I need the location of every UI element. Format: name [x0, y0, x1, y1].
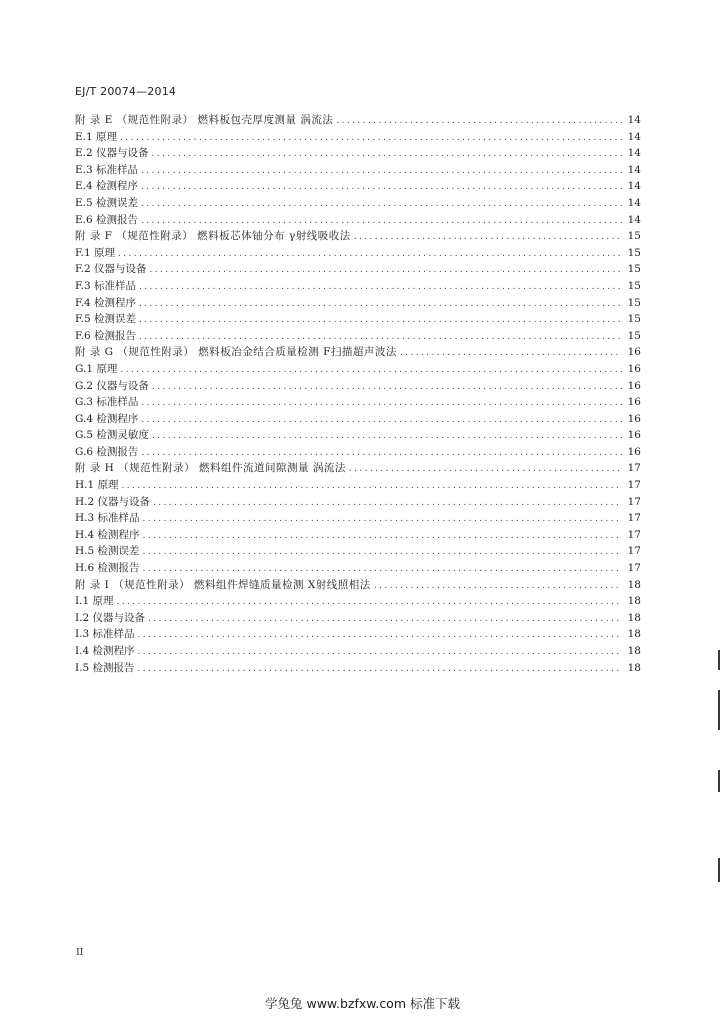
dot-leader — [152, 431, 622, 441]
toc-page-number: 16 — [627, 429, 641, 442]
toc-entry-label: H.6 检测报告 — [75, 562, 140, 575]
toc-page-number: 16 — [627, 379, 641, 392]
toc-entry — [75, 311, 641, 328]
dot-leader — [141, 216, 622, 226]
toc-page-number: 16 — [627, 346, 641, 359]
toc-entry — [75, 378, 641, 395]
toc-appendix-entry — [75, 112, 641, 129]
toc-page-number: 17 — [627, 495, 641, 508]
toc-entry — [75, 278, 641, 295]
toc-page-number: 18 — [627, 578, 641, 591]
toc-entry — [75, 626, 641, 643]
dot-leader — [141, 415, 622, 425]
toc-page-number: 14 — [627, 163, 641, 176]
dot-leader — [354, 232, 622, 242]
dot-leader — [150, 265, 622, 275]
toc-entry-label: I.1 原理 — [75, 595, 114, 608]
dot-leader — [141, 398, 622, 408]
toc-entry — [75, 129, 641, 146]
page-number: II — [76, 947, 84, 958]
toc-page-number: 15 — [627, 230, 641, 243]
dot-leader — [138, 630, 622, 640]
dot-leader — [138, 664, 622, 674]
scan-edge-mark — [718, 858, 720, 882]
toc-page-number: 14 — [627, 196, 641, 209]
toc-page-number: 17 — [627, 462, 641, 475]
toc-page-number: 17 — [627, 562, 641, 575]
dot-leader — [139, 299, 622, 309]
watermark-text: 学兔兔 www.bzfxw.com 标准下载 — [265, 996, 460, 1011]
toc-entry — [75, 212, 641, 229]
toc-page-number: 16 — [627, 445, 641, 458]
toc-entry-label: 附 录 E （规范性附录） 燃料板包壳厚度测量 涡流法 — [75, 114, 334, 126]
toc-page-number: 15 — [627, 246, 641, 259]
toc-entry — [75, 361, 641, 378]
toc-appendix-entry — [75, 460, 641, 477]
toc-page-number: 18 — [627, 628, 641, 641]
toc-entry-label: H.2 仪器与设备 — [75, 495, 151, 508]
toc-entry-label: E.2 仪器与设备 — [75, 147, 149, 160]
toc-page-number: 17 — [627, 545, 641, 558]
toc-page-number: 17 — [627, 512, 641, 525]
toc-page-number: 17 — [627, 528, 641, 541]
toc-entry — [75, 560, 641, 577]
toc-entry-label: E.6 检测报告 — [75, 213, 139, 226]
dot-leader — [141, 199, 622, 209]
toc-entry — [75, 494, 641, 511]
dot-leader — [152, 382, 622, 392]
toc-page-number: 14 — [627, 213, 641, 226]
toc-page-number: 14 — [627, 114, 641, 126]
toc-entry-label: G.3 标准样品 — [75, 396, 139, 409]
dot-leader — [349, 464, 622, 474]
toc-entry — [75, 593, 641, 610]
toc-page-number: 15 — [627, 296, 641, 309]
toc-page-number: 18 — [627, 645, 641, 657]
dot-leader — [141, 166, 622, 176]
toc-page-number: 18 — [627, 595, 641, 608]
toc-appendix-entry — [75, 344, 641, 361]
toc-entry-label: G.5 检测灵敏度 — [75, 429, 149, 442]
toc-page-number: 16 — [627, 396, 641, 409]
table-of-contents — [75, 112, 641, 676]
document-number: EJ/T 20074—2014 — [75, 85, 177, 98]
toc-page-number: 16 — [627, 362, 641, 375]
dot-leader — [139, 332, 622, 342]
toc-entry — [75, 610, 641, 627]
toc-entry-label: 附 录 H （规范性附录） 燃料组件流道间隙测量 涡流法 — [75, 462, 346, 475]
toc-entry-label: I.4 检测程序 — [75, 645, 135, 657]
toc-entry — [75, 145, 641, 162]
dot-leader — [143, 564, 622, 574]
dot-leader — [122, 481, 622, 491]
toc-entry — [75, 510, 641, 527]
toc-page-number: 17 — [627, 479, 641, 492]
toc-entry-label: E.4 检测程序 — [75, 180, 139, 193]
toc-entry-label: 附 录 F （规范性附录） 燃料板芯体铀分布 γ射线吸收法 — [75, 230, 351, 243]
toc-entry-label: H.1 原理 — [75, 479, 119, 492]
toc-entry-label: I.3 标准样品 — [75, 628, 135, 641]
toc-entry-label: F.2 仪器与设备 — [75, 263, 147, 276]
toc-page-number: 15 — [627, 313, 641, 326]
toc-entry-label: G.1 原理 — [75, 362, 118, 375]
dot-leader — [336, 116, 622, 126]
scan-edge-mark — [718, 770, 720, 792]
toc-entry-label: F.4 检测程序 — [75, 296, 137, 309]
toc-entry — [75, 477, 641, 494]
toc-entry — [75, 643, 641, 660]
toc-page-number: 14 — [627, 180, 641, 193]
toc-entry — [75, 178, 641, 195]
dot-leader — [139, 282, 622, 292]
toc-page-number: 18 — [627, 661, 641, 674]
toc-entry — [75, 328, 641, 345]
toc-entry — [75, 527, 641, 544]
dot-leader — [153, 498, 622, 508]
dot-leader — [139, 315, 622, 325]
toc-entry-label: F.1 原理 — [75, 246, 116, 259]
toc-entry-label: F.5 检测误差 — [75, 313, 137, 326]
dot-leader — [120, 365, 622, 375]
toc-entry — [75, 162, 641, 179]
toc-appendix-entry — [75, 577, 641, 594]
toc-entry — [75, 427, 641, 444]
toc-entry — [75, 394, 641, 411]
toc-entry-label: H.3 标准样品 — [75, 512, 140, 525]
toc-page-number: 16 — [627, 412, 641, 425]
toc-entry-label: I.2 仪器与设备 — [75, 611, 146, 624]
toc-entry-label: E.1 原理 — [75, 130, 118, 143]
toc-entry-label: F.3 标准样品 — [75, 279, 137, 292]
toc-entry-label: 附 录 G （规范性附录） 燃料板冶金结合质量检测 F扫描超声波法 — [75, 346, 397, 359]
toc-entry — [75, 295, 641, 312]
toc-entry — [75, 195, 641, 212]
toc-page-number: 14 — [627, 130, 641, 143]
toc-entry-label: 附 录 I （规范性附录） 燃料组件焊缝质量检测 X射线照相法 — [75, 578, 371, 591]
toc-entry — [75, 444, 641, 461]
dot-leader — [117, 597, 622, 607]
toc-appendix-entry — [75, 228, 641, 245]
toc-entry — [75, 261, 641, 278]
toc-entry-label: G.2 仪器与设备 — [75, 379, 149, 392]
dot-leader — [400, 348, 622, 358]
dot-leader — [143, 514, 622, 524]
toc-page-number: 18 — [627, 611, 641, 624]
toc-entry-label: I.5 检测报告 — [75, 661, 135, 674]
scan-edge-mark — [718, 690, 720, 730]
toc-entry-label: G.6 检测报告 — [75, 445, 139, 458]
toc-entry — [75, 411, 641, 428]
toc-entry-label: E.5 检测误差 — [75, 196, 139, 209]
toc-entry-label: E.3 标准样品 — [75, 163, 139, 176]
dot-leader — [143, 547, 622, 557]
toc-entry-label: F.6 检测报告 — [75, 329, 137, 342]
toc-entry — [75, 543, 641, 560]
toc-entry-label: G.4 检测程序 — [75, 412, 139, 425]
dot-leader — [143, 531, 622, 541]
dot-leader — [138, 647, 622, 657]
dot-leader — [141, 448, 622, 458]
dot-leader — [148, 614, 622, 624]
dot-leader — [141, 182, 622, 192]
scan-edge-mark — [718, 650, 720, 670]
toc-page-number: 15 — [627, 279, 641, 292]
dot-leader — [118, 249, 622, 259]
toc-page-number: 14 — [627, 147, 641, 160]
toc-page-number: 15 — [627, 329, 641, 342]
toc-entry — [75, 660, 641, 677]
toc-entry — [75, 245, 641, 262]
toc-entry-label: H.5 检测误差 — [75, 545, 140, 558]
toc-entry-label: H.4 检测程序 — [75, 528, 140, 541]
dot-leader — [120, 133, 622, 143]
dot-leader — [152, 149, 622, 159]
dot-leader — [374, 581, 622, 591]
toc-page-number: 15 — [627, 263, 641, 276]
